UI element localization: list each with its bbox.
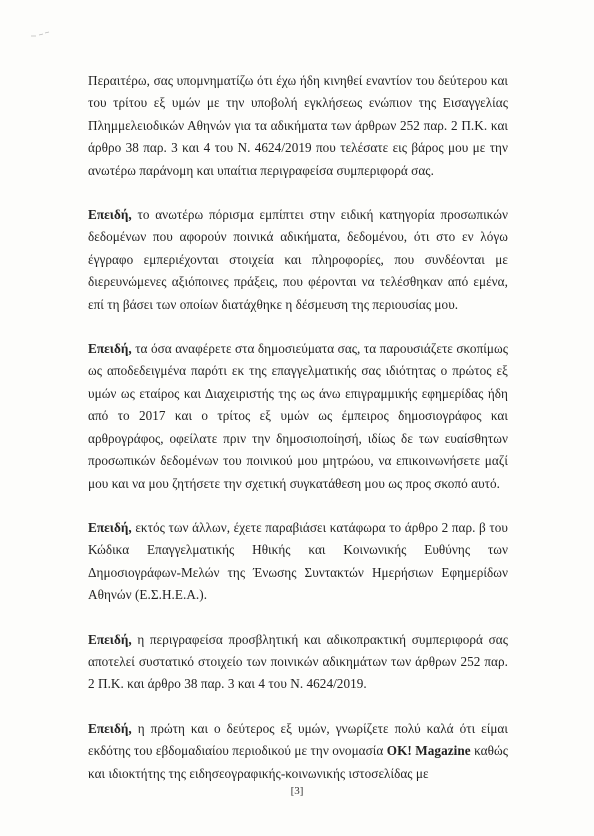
paragraph-text: το ανωτέρω πόρισμα εμπίπτει στην ειδική κατηγορία προσωπικών δεδομένων που αφορούν ποινικά αδικήματα, δεδομένου, ότι στο εν λόγω έγγραφο εμπεριέχονται στοιχεία και πληροφορίες, που συνδέονται με διερευνώμενες αξιόποινες πράξεις, που φέρονται να τελέσθηκαν από εμένα, επί τη βάσει των οποίων διατάχθηκε η δέσμευση της περιουσίας μου. (88, 207, 508, 312)
paragraph-text: η πρώτη και ο δεύτερος εξ υμών, γνωρίζετε πολύ καλά ότι είμαι εκδότης του εβδομαδιαίου περιοδικού με την ονομασία (88, 720, 508, 759)
paragraph-4 (88, 517, 508, 607)
paragraph-text-continued: καθώς και ιδιοκτήτης της ειδησεογραφικής-κοινωνικής ιστοσελίδας με (88, 743, 508, 781)
paragraph-6 (88, 718, 508, 785)
document-body (88, 70, 508, 807)
paragraph-text: εκτός των άλλων, έχετε παραβιάσει κατάφωρα το άρθρο 2 παρ. β του Κώδικα Επαγγελματικής Ηθικής και Κοινωνικής Ευθύνης των Δημοσιογράφων-Μελών της Ένωσης Συντακτών Ημερήσιων Εφημερίδων Αθηνών (Ε.Σ.Η.Ε.Α.). (88, 519, 508, 603)
paragraph-5 (88, 629, 508, 696)
magazine-name: OK! Magazine (386, 743, 471, 759)
paragraph-2 (88, 204, 508, 316)
paragraph-lead: Επειδή, (88, 207, 132, 223)
paragraph-lead: Επειδή, (88, 341, 132, 357)
page-number: [3] (290, 785, 304, 797)
paragraph-text: Περαιτέρω, σας υπομνηματίζω ότι έχω ήδη κινηθεί εναντίον του δεύτερου και του τρίτου εξ υμών με την υποβολή εγκλήσεως ενώπιον της Εισαγγελίας Πλημμελειοδικών Αθηνών για τα αδικήματα των άρθρων 252 παρ. 2 Π.Κ. και άρθρο 38 παρ. 3 και 4 του Ν. 4624/2019 που τελέσατε εις βάρος μου με την ανωτέρω παράνομη και υπαίτια περιγραφείσα συμπεριφορά σας. (88, 73, 508, 178)
paragraph-lead: Επειδή, (88, 631, 132, 647)
paragraph-lead: Επειδή, (88, 720, 132, 736)
paragraph-text: τα όσα αναφέρετε στα δημοσιεύματα σας, τα παρουσιάζετε σκοπίμως ως αποδεδειγμένα παρότι εκ της επαγγελματικής σας ιδιότητας ο πρώτος εξ υμών ως εταίρος και Διαχειριστής της ως άνω επιγραμμικής εφημερίδας ήδη από το 2017 και ο τρίτος εξ υμών ως έμπειρος δημοσιογράφος και αρθρογράφος, οφείλατε πριν την δημοσιοποίησή, ιδίως δε των ευαίσθητων προσωπικών δεδομένων του ποινικού μου μητρώου, να επικοινωνήσετε μαζί μου και να μου ζητήσετε την σχετική συγκατάθεση μου ως προς σκοπό αυτό. (88, 341, 508, 491)
paragraph-3 (88, 338, 508, 495)
paragraph-1 (88, 70, 508, 182)
paragraph-text: η περιγραφείσα προσβλητική και αδικοπρακτική συμπεριφορά σας αποτελεί συστατικό στοιχείο των ποινικών αδικημάτων των άρθρων 252 παρ. 2 Π.Κ. και άρθρο 38 παρ. 3 και 4 του Ν. 4624/2019. (88, 631, 508, 692)
scan-mark (30, 30, 50, 38)
paragraph-lead: Επειδή, (88, 519, 132, 535)
